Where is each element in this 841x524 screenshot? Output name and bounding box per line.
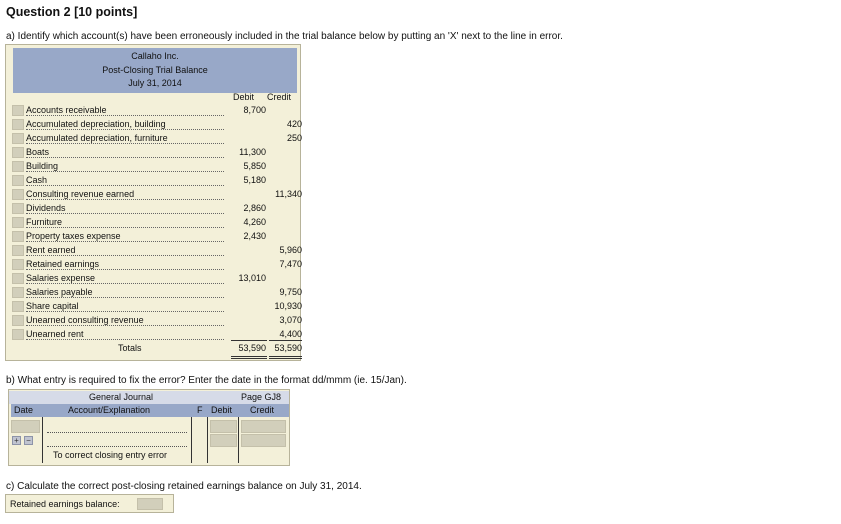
debit-amount: 5,850 <box>243 161 266 171</box>
leader-dots <box>26 283 224 284</box>
error-mark-checkbox[interactable] <box>12 133 24 144</box>
account-name: Boats <box>26 147 50 157</box>
retained-earnings-input[interactable] <box>137 498 163 510</box>
trial-balance-row <box>10 104 298 118</box>
account-name: Share capital <box>26 301 79 311</box>
trial-balance-row <box>10 244 302 258</box>
account-name: Salaries payable <box>26 287 93 297</box>
account-name: Cash <box>26 175 48 185</box>
error-mark-checkbox[interactable] <box>12 203 24 214</box>
debit-input-2[interactable] <box>210 434 237 447</box>
leader-dots <box>26 129 224 130</box>
error-mark-checkbox[interactable] <box>12 175 24 186</box>
company-name: Callaho Inc. <box>131 51 179 61</box>
error-mark-checkbox[interactable] <box>12 329 24 340</box>
totals-label: Totals <box>118 343 142 353</box>
account-name: Accounts receivable <box>26 105 107 115</box>
debit-column-header: Debit <box>211 405 233 415</box>
error-mark-checkbox[interactable] <box>12 273 24 284</box>
trial-balance-row <box>10 188 302 202</box>
account-name: Consulting revenue earned <box>26 189 135 199</box>
leader-dots <box>26 255 224 256</box>
instruction-b: b) What entry is required to fix the error? Enter the date in the format dd/mmm (ie. 15/Jan). <box>6 375 407 386</box>
leader-dots <box>26 143 224 144</box>
error-mark-checkbox[interactable] <box>12 259 24 270</box>
credit-input-1[interactable] <box>241 420 286 433</box>
error-mark-checkbox[interactable] <box>12 301 24 312</box>
credit-amount: 4,400 <box>279 329 302 339</box>
trial-balance-header <box>13 48 297 93</box>
error-mark-checkbox[interactable] <box>12 119 24 130</box>
account-name: Building <box>26 161 59 171</box>
trial-balance-row <box>10 118 302 132</box>
statement-date: July 31, 2014 <box>128 78 182 88</box>
add-row-button[interactable]: + <box>12 436 21 445</box>
account-input-line-2[interactable] <box>47 435 187 447</box>
leader-dots <box>26 157 224 158</box>
journal-title-bar <box>9 391 289 404</box>
trial-balance-row <box>10 174 298 188</box>
account-name: Furniture <box>26 217 63 227</box>
account-name: Rent earned <box>26 245 76 255</box>
credit-column-header: Credit <box>250 405 275 415</box>
credit-amount: 10,930 <box>274 301 302 311</box>
leader-dots <box>26 213 224 214</box>
account-name: Dividends <box>26 203 66 213</box>
debit-amount: 5,180 <box>243 175 266 185</box>
credit-amount: 5,960 <box>279 245 302 255</box>
credit-amount: 250 <box>286 133 302 143</box>
general-journal-panel <box>8 389 290 466</box>
trial-balance-row <box>10 230 298 244</box>
trial-balance-row <box>10 314 302 328</box>
statement-name: Post-Closing Trial Balance <box>102 64 208 75</box>
journal-page: Page GJ8 <box>241 392 282 402</box>
leader-dots <box>26 199 224 200</box>
leader-dots <box>26 269 224 270</box>
leader-dots <box>26 241 224 242</box>
trial-balance-row <box>10 272 298 286</box>
trial-balance-row <box>10 202 298 216</box>
error-mark-checkbox[interactable] <box>12 287 24 298</box>
total-credit: 53,590 <box>274 343 302 353</box>
debit-underline <box>231 340 267 341</box>
account-name: Salaries expense <box>26 273 96 283</box>
trial-balance-row <box>10 286 302 300</box>
credit-underline <box>269 340 302 341</box>
instruction-a: a) Identify which account(s) have been erroneously included in the trial balance below by putting an 'X' next to the line in error. <box>6 31 563 42</box>
trial-balance-row <box>10 146 298 160</box>
debit-double-underline <box>231 355 267 359</box>
account-name: Property taxes expense <box>26 231 121 241</box>
debit-amount: 13,010 <box>238 273 266 283</box>
account-name: Unearned consulting revenue <box>26 315 144 325</box>
date-input[interactable] <box>11 420 40 433</box>
trial-balance-row <box>10 216 298 230</box>
leader-dots <box>26 227 224 228</box>
journal-column-headers <box>11 404 289 417</box>
error-mark-checkbox[interactable] <box>12 231 24 242</box>
debit-amount: 2,860 <box>243 203 266 213</box>
error-mark-checkbox[interactable] <box>12 161 24 172</box>
retained-earnings-label: Retained earnings balance: <box>10 499 120 509</box>
trial-balance-row <box>10 132 302 146</box>
journal-explanation: To correct closing entry error <box>53 450 168 460</box>
error-mark-checkbox[interactable] <box>12 189 24 200</box>
trial-balance-row <box>10 160 298 174</box>
credit-amount: 9,750 <box>279 287 302 297</box>
account-column-header: Account/Explanation <box>68 405 151 415</box>
leader-dots <box>26 311 224 312</box>
instruction-c: c) Calculate the correct post-closing retained earnings balance on July 31, 2014. <box>6 481 362 492</box>
credit-amount: 420 <box>286 119 302 129</box>
question-title: Question 2 [10 points] <box>6 5 138 19</box>
error-mark-checkbox[interactable] <box>12 105 24 116</box>
credit-amount: 3,070 <box>279 315 302 325</box>
trial-balance-panel <box>5 44 301 361</box>
leader-dots <box>26 297 224 298</box>
credit-double-underline <box>269 355 302 359</box>
debit-amount: 2,430 <box>243 231 266 241</box>
retained-earnings-panel <box>5 494 174 513</box>
error-mark-checkbox[interactable] <box>12 217 24 228</box>
account-name: Accumulated depreciation, furniture <box>26 133 168 143</box>
column-divider <box>238 417 239 463</box>
total-debit: 53,590 <box>238 343 266 353</box>
account-input-line-1[interactable] <box>47 421 187 433</box>
column-divider <box>191 417 192 463</box>
debit-amount: 11,300 <box>239 147 266 157</box>
account-name: Accumulated depreciation, building <box>26 119 166 129</box>
error-mark-checkbox[interactable] <box>12 245 24 256</box>
trial-balance-row <box>10 258 302 272</box>
debit-input-1[interactable] <box>210 420 237 433</box>
credit-amount: 11,340 <box>275 189 302 199</box>
error-mark-checkbox[interactable] <box>12 315 24 326</box>
date-column-header: Date <box>14 405 34 415</box>
credit-amount: 7,470 <box>279 259 302 269</box>
column-divider <box>42 417 43 463</box>
trial-balance-row <box>10 328 302 342</box>
leader-dots <box>26 185 224 186</box>
leader-dots <box>26 325 224 326</box>
error-mark-checkbox[interactable] <box>12 147 24 158</box>
remove-row-button[interactable]: − <box>24 436 33 445</box>
debit-column-header: Debit <box>233 92 255 102</box>
account-name: Retained earnings <box>26 259 100 269</box>
debit-amount: 8,700 <box>243 105 266 115</box>
leader-dots <box>26 339 224 340</box>
totals-row <box>10 342 302 356</box>
credit-input-2[interactable] <box>241 434 286 447</box>
account-name: Unearned rent <box>26 329 84 339</box>
leader-dots <box>26 171 224 172</box>
trial-balance-row <box>10 300 302 314</box>
column-divider <box>207 417 208 463</box>
credit-column-header: Credit <box>267 92 292 102</box>
leader-dots <box>26 115 224 116</box>
f-column-header: F <box>197 405 203 415</box>
debit-amount: 4,260 <box>243 217 266 227</box>
journal-title: General Journal <box>89 392 154 402</box>
